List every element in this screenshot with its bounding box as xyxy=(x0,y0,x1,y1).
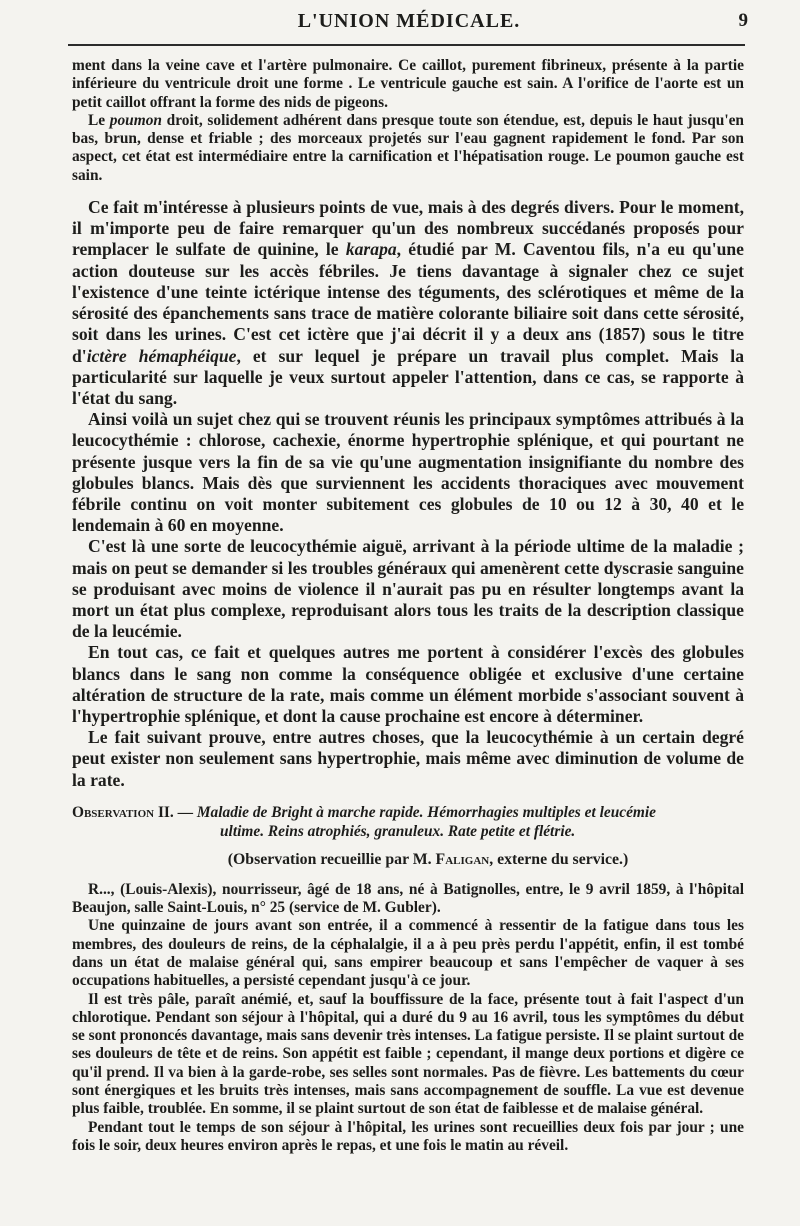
body-p1-b: , étudié par M. Caventou fils, n'a eu qu'une action douteuse sur les accès fébriles. Je tiens davantage à signaler chez ce sujet l'existence d'une teinte ictérique intense des téguments, des sclérotiques et même de la sérosité des épanchements sans trace de matière colorante biliaire soit dans cette sérosité, soit dans les urines. C'est cet ictère que j'ai décrit il y a deux ans (1857) sous le titre d' xyxy=(72,239,744,366)
page-content xyxy=(72,57,744,1155)
observation-title-line-2: ultime. Reins atrophiés, granuleux. Rate petite et flétrie. xyxy=(220,822,576,840)
intro-p2-poumon: poumon xyxy=(109,111,162,129)
running-title: L'UNION MÉDICALE. xyxy=(297,10,521,32)
observation-byline xyxy=(72,851,744,869)
byline-b: , externe du service.) xyxy=(489,850,629,868)
body-p1-c: , et sur lequel je prépare un travail plus complet. Mais la particularité sur laquelle je veux surtout appeler l'attention, dans ce cas, se rapporte à l'état du sang. xyxy=(72,345,744,408)
body-paragraph-4: En tout cas, ce fait et quelques autres me portent à considérer l'excès des globules blancs dans le sang non comme la conséquence obligée et exclusive d'une certaine altération de structure de la rate, mais comme un élément morbide s'associant souvent à l'hypertrophie splénique, et dont la cause prochaine est encore à déterminer. xyxy=(72,642,744,726)
observation-title-line-1: Maladie de Bright à marche rapide. Hémorrhagies multiples et leucémie xyxy=(196,803,656,821)
observation-heading-line-2 xyxy=(72,822,744,841)
intro-paragraph-1: ment dans la veine cave et l'artère pulmonaire. Ce caillot, purement fibrineux, présente à la partie inférieure du ventricule droit une forme . Le ventricule gauche est sain. A l'orifice de l'aorte est un petit caillot offrant la forme des nids de pigeons. xyxy=(72,57,744,111)
byline-name: Faligan xyxy=(435,850,490,868)
spacer xyxy=(72,791,744,803)
body-p1-karapa: karapa xyxy=(345,239,397,260)
byline-a: (Observation recueillie par M. xyxy=(227,850,436,868)
observation-label: Observation II. xyxy=(72,803,174,821)
observation-heading xyxy=(72,803,744,822)
spacer xyxy=(72,869,744,881)
case-paragraph-2: Une quinzaine de jours avant son entrée, il a commencé à ressentir de la fatigue dans tous les membres, des douleurs de reins, de la céphalalgie, il a à peu près perdu l'appétit, enfin, il est tombé dans un état de malaise général qui, sans empirer beaucoup et sans l'empêcher de vaquer à ses occupations habituelles, a persisté cependant jusqu'à ce jour. xyxy=(72,917,744,990)
page-header xyxy=(66,6,752,32)
page-number: 9 xyxy=(738,10,748,31)
body-paragraph-5: Le fait suivant prouve, entre autres choses, que la leucocythémie à un certain degré peut exister non seulement sans hypertrophie, mais même avec diminution de volume de la rate. xyxy=(72,727,744,790)
body-p1-a: Ce fait m'intéresse à plusieurs points de vue, mais à des degrés divers. Pour le moment, il m'importe peu de faire remarquer qu'un des nombreux succédanés proposés pour remplacer le sulfate de quinine, le xyxy=(72,197,744,260)
case-paragraph-3: Il est très pâle, paraît anémié, et, sauf la bouffissure de la face, présente tout à fait l'aspect d'un chlorotique. Pendant son séjour à l'hôpital, qui a duré du 9 au 16 avril, tous les symptômes du début se sont prononcés davantage, mais sans devenir très intenses. La fatigue persiste. Il se plaint surtout de ses douleurs de tête et de reins. Son appétit est faible ; cependant, il mange deux portions et digère ce qu'il prend. Il va bien à la garde-robe, ses selles sont normales. Pas de fièvre. Les battements du cœur sont énergiques et les bruits très intenses, mais sans accompagnement de souffle. La vue est devenue plus faible, troublée. En somme, il se plaint surtout de son état de faiblesse et de malaise général. xyxy=(72,990,744,1118)
body-paragraph-2: Ainsi voilà un sujet chez qui se trouvent réunis les principaux symptômes attribués à la leucocythémie : chlorose, cachexie, énorme hypertrophie splénique, et qui pourtant ne présente jusque vers la fin de sa vie qu'une augmentation insignifiante du nombre des globules blancs. Mais dès que surviennent les accidents thoraciques avec mouvement fébrile continu on voit monter subitement ces globules de 10 ou 12 à 30, 40 et le lendemain à 60 en moyenne. xyxy=(72,409,744,536)
case-paragraph-1: R..., (Louis-Alexis), nourrisseur, âgé de 18 ans, né à Batignolles, entre, le 9 avril 1859, à l'hôpital Beaujon, salle Saint-Louis, n° 25 (service de M. Gubler). xyxy=(72,880,744,917)
observation-dash: — xyxy=(173,803,197,821)
body-paragraph-3: C'est là une sorte de leucocythémie aiguë, arrivant à la période ultime de la maladie ; mais on peut se demander si les troubles généraux qui amenèrent cette dyscrasie sanguine se produisant avec moins de violence il n'aurait pas pu en résulter longtemps avant la mort un état plus complexe, reproduisant alors tous les traits de la description classique de la leucémie. xyxy=(72,536,744,642)
intro-p2-after: droit, solidement adhérent dans presque toute son étendue, est, depuis le haut jusqu'en bas, brun, dense et friable ; des morceaux projetés sur l'eau gagnent rapidement le fond. Par son aspect, cet état est intermédiaire entre la carnification et l'hépatisation rouge. Le poumon gauche est sain. xyxy=(72,111,744,184)
header-rule xyxy=(68,44,745,46)
intro-p2-before: Le xyxy=(88,111,110,129)
intro-paragraph-2 xyxy=(72,112,744,185)
spacer xyxy=(72,841,744,851)
case-paragraph-4: Pendant tout le temps de son séjour à l'hôpital, les urines sont recueillies deux fois par jour ; une fois le soir, deux heures environ après le repas, et une fois le matin au réveil. xyxy=(72,1118,744,1154)
body-p1-ictere: ictère hémaphéique xyxy=(86,345,237,366)
spacer xyxy=(72,185,744,197)
body-paragraph-1 xyxy=(72,197,744,409)
